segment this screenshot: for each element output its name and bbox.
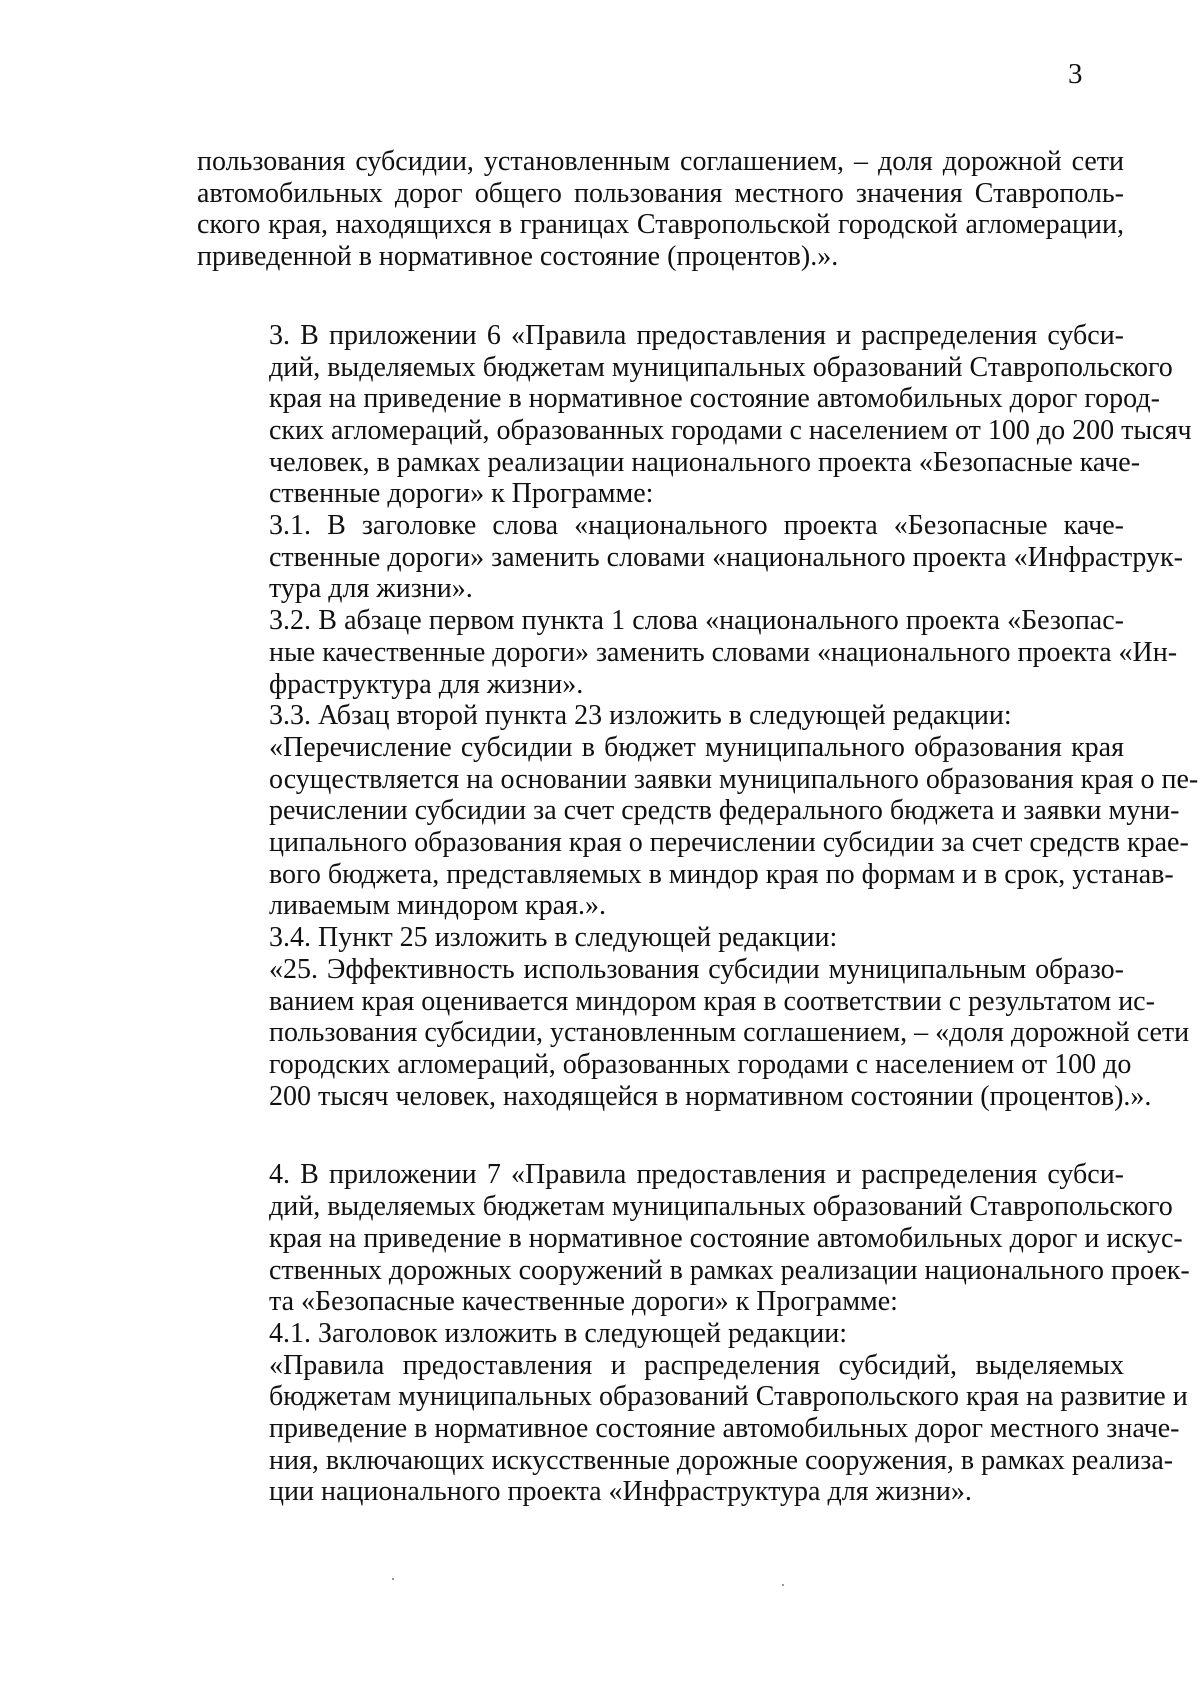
text-line: ственных дорожных сооружений в рамках реализации национального проек-	[269, 1254, 1190, 1286]
text-line: «Перечисление субсидии в бюджет муниципального образования края	[269, 731, 1124, 763]
text-line: тура для жизни».	[269, 573, 473, 605]
text-line: 200 тысяч человек, находящейся в нормативном состоянии (процентов).».	[269, 1080, 1152, 1112]
paragraph	[197, 1159, 1190, 1318]
document-body	[197, 146, 1199, 1508]
text-line: приведенной в нормативное состояние (процентов).».	[197, 241, 839, 273]
text-line: «25. Эффективность использования субсидии муниципальным образо-	[269, 953, 1124, 985]
text-line: дий, выделяемых бюджетам муниципальных образований Ставропольского	[269, 351, 1173, 383]
paragraph	[197, 605, 1178, 700]
text-line: бюджетам муниципальных образований Ставропольского края на развитие и	[269, 1381, 1188, 1413]
scan-artifact	[392, 1578, 394, 1580]
paragraph	[197, 319, 1192, 510]
text-line: «Правила предоставления и распределения субсидий, выделяемых	[269, 1349, 1124, 1381]
section-gap	[197, 273, 1124, 320]
text-line: ния, включающих искусственные дорожные сооружения, в рамках реализа-	[269, 1444, 1174, 1476]
text-line: ные качественные дороги» заменить словами «национального проекта «Ин-	[269, 636, 1178, 668]
text-line: ского края, находящихся в границах Ставропольской городской агломерации,	[197, 209, 1124, 241]
text-line: ции национального проекта «Инфраструктура для жизни».	[269, 1476, 972, 1508]
paragraph	[197, 510, 1183, 605]
text-line: приведение в нормативное состояние автомобильных дорог местного значе-	[269, 1413, 1180, 1445]
paragraph	[197, 953, 1190, 1113]
text-line: 3.3. Абзац второй пункта 23 изложить в следующей редакции:	[269, 700, 1012, 732]
text-line: пользования субсидии, установленным соглашением, – доля дорожной сети	[197, 146, 1124, 177]
paragraph	[197, 1318, 1124, 1350]
paragraph	[197, 700, 1124, 732]
text-line: та «Безопасные качественные дороги» к Программе:	[269, 1286, 898, 1318]
section-gap	[197, 1112, 1124, 1159]
text-line: 3. В приложении 6 «Правила предоставления и распределения субси-	[269, 319, 1124, 351]
text-line: ливаемым миндором края.».	[269, 890, 606, 922]
page-number: 3	[1068, 58, 1083, 90]
text-line: 4.1. Заголовок изложить в следующей редакции:	[269, 1317, 848, 1349]
paragraph	[197, 146, 1124, 273]
text-line: городских агломераций, образованных городами с населением от 100 до	[269, 1048, 1132, 1080]
text-line: человек, в рамках реализации национального проекта «Безопасные каче-	[269, 446, 1141, 478]
text-line: пользования субсидии, установленным соглашением, – «доля дорожной сети	[269, 1017, 1190, 1049]
text-line: речислении субсидии за счет средств федерального бюджета и заявки муни-	[269, 795, 1180, 827]
text-line: ских агломераций, образованных городами с населением от 100 до 200 тысяч	[269, 414, 1192, 446]
text-line: дий, выделяемых бюджетам муниципальных образований Ставропольского	[269, 1191, 1173, 1223]
text-line: 4. В приложении 7 «Правила предоставления и распределения субси-	[269, 1159, 1124, 1191]
text-line: 3.1. В заголовке слова «национального проекта «Безопасные каче-	[269, 510, 1124, 542]
text-line: края на приведение в нормативное состояние автомобильных дорог и искус-	[269, 1222, 1183, 1254]
text-line: фраструктура для жизни».	[269, 668, 584, 700]
paragraph	[197, 922, 1124, 954]
text-line: 3.4. Пункт 25 изложить в следующей редакции:	[269, 922, 838, 954]
paragraph	[197, 1349, 1188, 1509]
text-line: края на приведение в нормативное состояние автомобильных дорог город-	[269, 383, 1160, 415]
text-line: осуществляется на основании заявки муниципального образования края о пе-	[269, 763, 1199, 795]
text-line: ципального образования края о перечислении субсидии за счет средств крае-	[269, 827, 1189, 859]
text-line: ванием края оценивается миндором края в соответствии с результатом ис-	[269, 985, 1155, 1017]
paragraph	[197, 731, 1199, 922]
text-line: ственные дороги» заменить словами «национального проекта «Инфраструк-	[269, 541, 1183, 573]
text-line: вого бюджета, представляемых в миндор края по формам и в срок, устанав-	[269, 858, 1174, 890]
text-line: ственные дороги» к Программе:	[269, 478, 654, 510]
text-line: автомобильных дорог общего пользования местного значения Ставрополь-	[197, 177, 1124, 209]
text-line: 3.2. В абзаце первом пункта 1 слова «национального проекта «Безопас-	[269, 605, 1124, 637]
scan-artifact	[782, 1584, 784, 1586]
